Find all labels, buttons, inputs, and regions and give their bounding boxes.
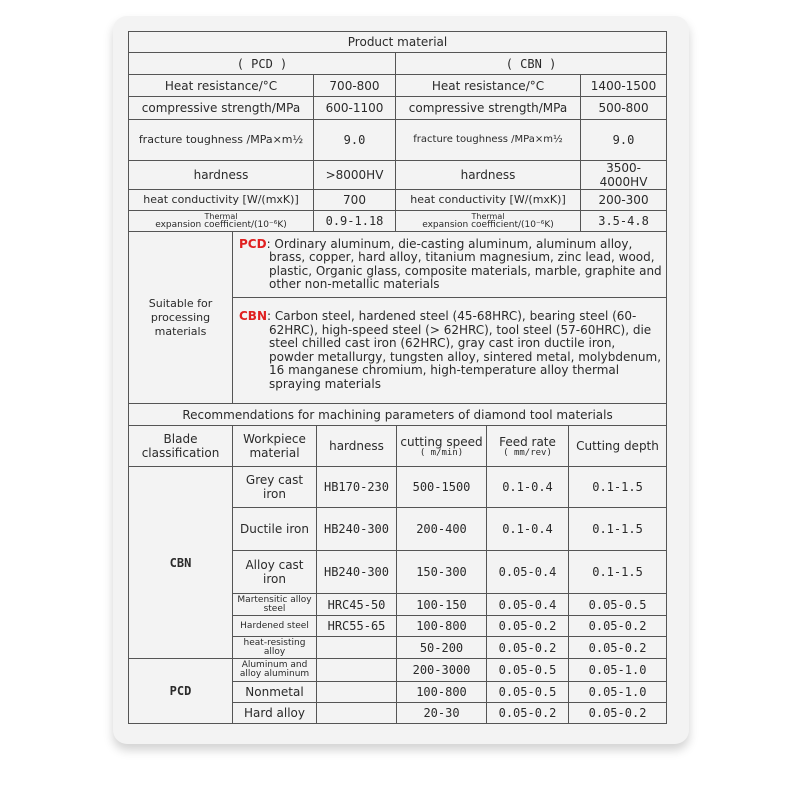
cbn-column-header: ( CBN ) [396,53,667,75]
property-row [129,161,667,190]
property-name: Heat resistance/°C [396,75,581,97]
pcd-suitable-materials: PCD: Ordinary aluminum, die-casting aluminum, aluminum alloy, brass, copper, hard alloy, titanium magnesium, zinc lead, wood, plastic, Organic glass, composite materials, marble, graphite and other non-metallic materials [233,232,667,298]
property-value: 700 [314,190,396,211]
product-material-title: Product material [129,32,667,53]
hardness-cell [317,637,397,659]
hardness-cell [317,703,397,724]
workpiece-cell: Grey cast iron [233,467,317,508]
cbn-suitable-materials: CBN: Carbon steel, hardened steel (45-68HRC), bearing steel (60-62HRC), high-speed steel (> 62HRC), tool steel (57-60HRC), die steel chilled cast iron (62HRC), gray cast iron ductile iron, powder metallurgy, tungsten alloy, sintered metal, molybdenum, 16 manganese chromium, high-temperature alloy thermal spraying materials [233,298,667,404]
pcd-group-label: PCD [129,659,233,724]
feed-cell: 0.05-0.2 [487,616,569,637]
property-row [129,120,667,161]
pcd-tag: PCD [239,236,267,251]
feed-header: Feed rate ( mm/rev) [487,426,569,467]
depth-cell: 0.1-1.5 [569,508,667,551]
property-value: 500-800 [581,97,667,120]
feed-cell: 0.05-0.2 [487,703,569,724]
hardness-cell: HB240-300 [317,508,397,551]
speed-cell: 100-800 [397,616,487,637]
feed-cell: 0.05-0.5 [487,659,569,682]
speed-header: cutting speed ( m/min) [397,426,487,467]
depth-cell: 0.05-1.0 [569,682,667,703]
property-value: 1400-1500 [581,75,667,97]
property-value: 700-800 [314,75,396,97]
material-properties-table [128,31,667,232]
spec-sheet [128,31,666,724]
property-value: 3500-4000HV [581,161,667,190]
hardness-cell: HB240-300 [317,551,397,594]
hardness-cell: HB170-230 [317,467,397,508]
property-name: Thermal expansion coefficient/(10⁻⁶K) [396,211,581,232]
table-row [129,467,667,508]
speed-cell: 200-400 [397,508,487,551]
speed-cell: 100-150 [397,594,487,616]
workpiece-cell: heat-resisting alloy [233,637,317,659]
feed-cell: 0.05-0.4 [487,594,569,616]
depth-cell: 0.1-1.5 [569,467,667,508]
feed-cell: 0.05-0.4 [487,551,569,594]
depth-header: Cutting depth [569,426,667,467]
property-name: Heat resistance/°C [129,75,314,97]
property-name: fracture toughness /MPa×m½ [129,120,314,161]
parameters-header-row [129,426,667,467]
hardness-header: hardness [317,426,397,467]
property-name: Thermal expansion coefficient/(10⁻⁶K) [129,211,314,232]
cbn-group-label: CBN [129,467,233,659]
workpiece-cell: Aluminum and alloy aluminum [233,659,317,682]
speed-cell: 200-3000 [397,659,487,682]
property-row [129,75,667,97]
machining-parameters-table [128,403,667,724]
feed-cell: 0.05-0.2 [487,637,569,659]
workpiece-cell: Martensitic alloy steel [233,594,317,616]
feed-cell: 0.1-0.4 [487,508,569,551]
property-row [129,190,667,211]
property-name: compressive strength/MPa [129,97,314,120]
property-value: >8000HV [314,161,396,190]
cbn-tag: CBN [239,309,267,323]
suitable-materials-table [128,231,667,404]
property-row [129,211,667,232]
property-name: heat conductivity [W/(mxK)] [129,190,314,211]
pcd-column-header: ( PCD ) [129,53,396,75]
depth-cell: 0.05-0.2 [569,616,667,637]
depth-cell: 0.05-0.2 [569,703,667,724]
property-name: hardness [396,161,581,190]
property-value: 9.0 [314,120,396,161]
workpiece-header: Workpiece material [233,426,317,467]
workpiece-cell: Ductile iron [233,508,317,551]
depth-cell: 0.05-1.0 [569,659,667,682]
speed-cell: 20-30 [397,703,487,724]
speed-cell: 500-1500 [397,467,487,508]
property-name: heat conductivity [W/(mxK)] [396,190,581,211]
feed-cell: 0.05-0.5 [487,682,569,703]
hardness-cell [317,659,397,682]
property-name: compressive strength/MPa [396,97,581,120]
property-value: 600-1100 [314,97,396,120]
property-name: hardness [129,161,314,190]
property-row [129,97,667,120]
workpiece-cell: Nonmetal [233,682,317,703]
property-value: 0.9-1.18 [314,211,396,232]
property-value: 9.0 [581,120,667,161]
property-value: 200-300 [581,190,667,211]
workpiece-cell: Hardened steel [233,616,317,637]
depth-cell: 0.05-0.2 [569,637,667,659]
speed-cell: 100-800 [397,682,487,703]
workpiece-cell: Hard alloy [233,703,317,724]
workpiece-cell: Alloy cast iron [233,551,317,594]
speed-cell: 150-300 [397,551,487,594]
speed-cell: 50-200 [397,637,487,659]
table-row [129,659,667,682]
hardness-cell: HRC45-50 [317,594,397,616]
depth-cell: 0.05-0.5 [569,594,667,616]
suitable-label: Suitable for processing materials [129,232,233,404]
hardness-cell: HRC55-65 [317,616,397,637]
depth-cell: 0.1-1.5 [569,551,667,594]
property-value: 3.5-4.8 [581,211,667,232]
recommendations-title: Recommendations for machining parameters of diamond tool materials [129,404,667,426]
hardness-cell [317,682,397,703]
property-name: fracture toughness /MPa×m½ [396,120,581,161]
blade-header: Blade classification [129,426,233,467]
feed-cell: 0.1-0.4 [487,467,569,508]
